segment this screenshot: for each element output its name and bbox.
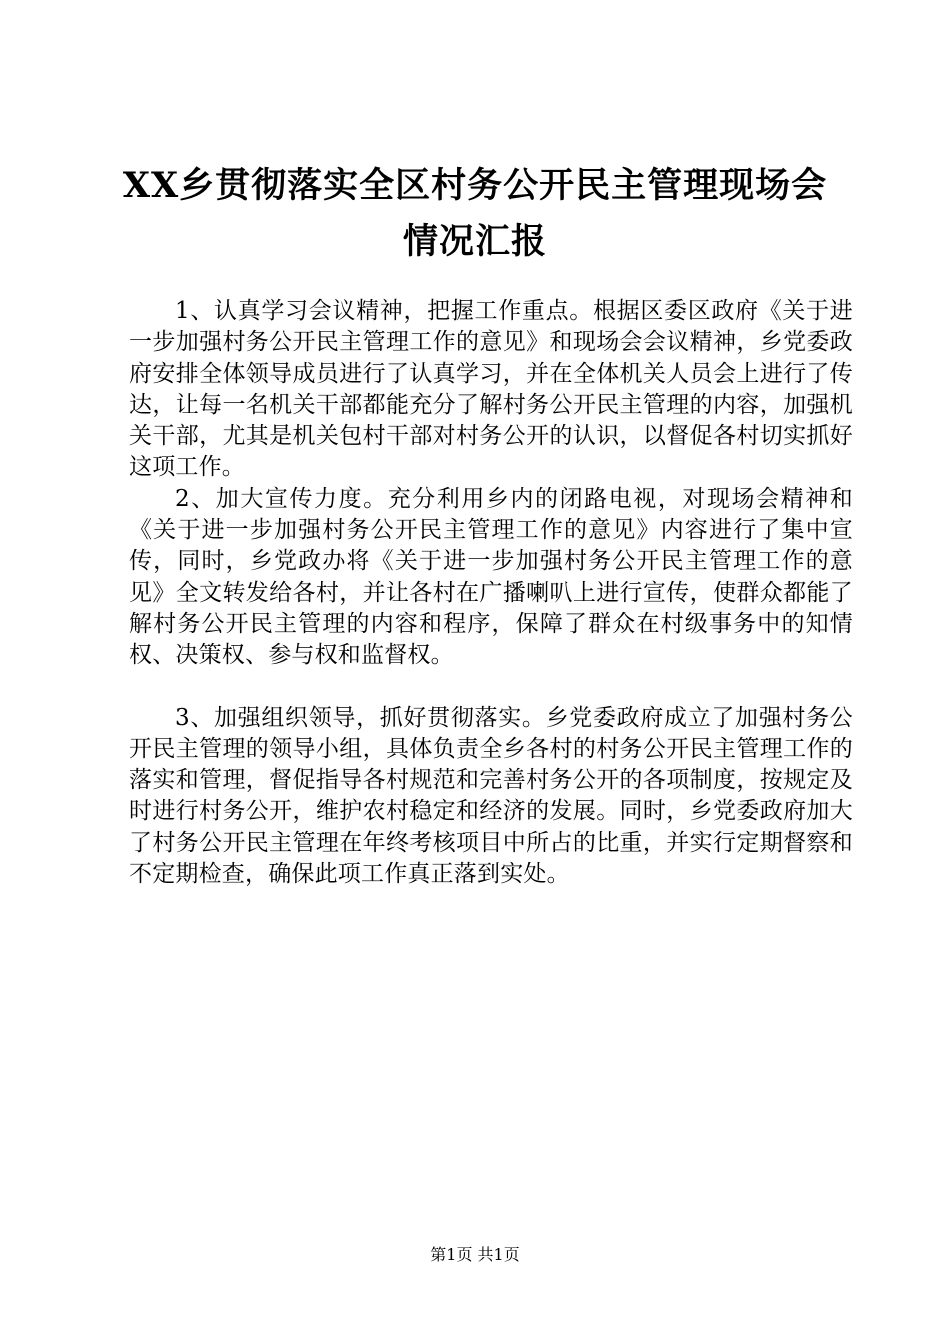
page-footer: 第1页 共1页 [430, 1245, 520, 1264]
paragraph-2: 2、加大宣传力度。充分利用乡内的闭路电视，对现场会精神和《关于进一步加强村务公开民主管理工作的意见》内容进行了集中宣传，同时，乡党政办将《关于进一步加强村务公开民主管理工作的意见》全文转发给各村，并让各村在广播喇叭上进行宣传，使群众都能了解村务公开民主管理的内容和程序，保障了群众在村级事务中的知情权、决策权、参与权和监督权。 [129, 485, 853, 669]
paragraph-3: 3、加强组织领导，抓好贯彻落实。乡党委政府成立了加强村务公开民主管理的领导小组，具体负责全乡各村的村务公开民主管理工作的落实和管理，督促指导各村规范和完善村务公开的各项制度，按规定及时进行村务公开，维护农村稳定和经济的发展。同时，乡党委政府加大了村务公开民主管理在年终考核项目中所占的比重，并实行定期督察和不定期检查，确保此项工作真正落到实处。 [129, 704, 853, 888]
document-title: XX乡贯彻落实全区村务公开民主管理现场会情况汇报 [122, 165, 828, 262]
paragraph-1: 1、认真学习会议精神，把握工作重点。根据区委区政府《关于进一步加强村务公开民主管理工作的意见》和现场会会议精神，乡党委政府安排全体领导成员进行了认真学习，并在全体机关人员会上进行了传达，让每一名机关干部都能充分了解村务公开民主管理的内容，加强机关干部，尤其是机关包村干部对村务公开的认识，以督促各村切实抓好这项工作。 [129, 298, 853, 481]
paragraph-spacer [129, 672, 853, 703]
document-body [129, 296, 853, 890]
